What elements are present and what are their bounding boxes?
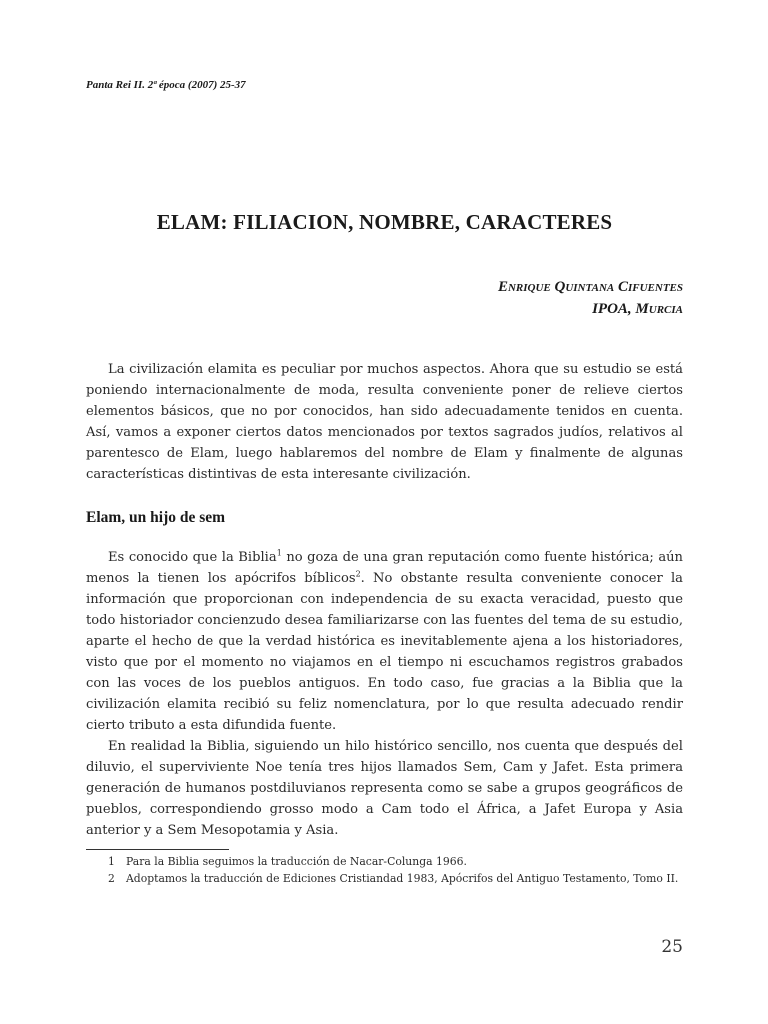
paragraph-text: . No obstante resulta conveniente conocer la información que proporcionan con independencia de su exacta veracidad, puesto que todo historiador concienzudo desea familiarizarse con las fuentes del tema de su estudio, aparte el hecho de que la verdad histórica es inevitablemente ajena a los historiadores, visto que por el momento no viajamos en el tiempo ni escuchamos registros grabados con las voces de los pueblos antiguos. En todo caso, fue gracias a la Biblia que la civilización elamita recibió su feliz nomenclatura, por lo que resulta adecuado rendir cierto tributo a esta difundida fuente. — [86, 571, 683, 733]
running-head: Panta Rei II. 2ª época (2007) 25-37 — [86, 79, 246, 91]
author-name: Enrique Quintana Cifuentes — [497, 279, 683, 295]
article-title: ELAM: FILIACION, NOMBRE, CARACTERES — [156, 210, 613, 234]
intro-section — [86, 359, 683, 485]
paragraph-text: no goza de una gran reputación como fuente histórica; aún menos la tienen los apócrifos bíblicos — [86, 550, 683, 586]
footnote-divider — [86, 849, 229, 850]
footnote-text: Para la Biblia seguimos la traducción de Nacar-Colunga 1966. — [126, 855, 467, 868]
footnote-text: Adoptamos la traducción de Ediciones Cristiandad 1983, Apócrifos del Antiguo Testamento, Tomo II. — [126, 872, 679, 885]
journal-page — [86, 0, 683, 1024]
footnote-ref-2[interactable]: 2 — [355, 569, 361, 579]
intro-paragraph: La civilización elamita es peculiar por muchos aspectos. Ahora que su estudio se está poniendo internacionalmente de moda, resulta conveniente poner de relieve ciertos elementos básicos, que no por conocidos, han sido adecuadamente tenidos en cuenta. Así, vamos a exponer ciertos datos mencionados por textos sagrados judíos, relativos al parentesco de Elam, luego hablaremos del nombre de Elam y finalmente de algunas características distintivas de esta interesante civilización. — [86, 362, 683, 482]
section-heading: Elam, un hijo de sem — [86, 509, 226, 526]
footnote-number: 2 — [108, 872, 115, 885]
footnote-number: 1 — [108, 855, 115, 868]
author-affiliation: IPOA, Murcia — [592, 301, 683, 317]
page-number: 25 — [661, 937, 683, 957]
section-body — [86, 547, 683, 841]
author-block — [498, 276, 683, 320]
footnote-1 — [86, 853, 683, 870]
footnote-2 — [86, 870, 683, 887]
paragraph-text: Es conocido que la Biblia — [108, 550, 277, 565]
footnotes — [86, 853, 683, 887]
body-paragraph-2: En realidad la Biblia, siguiendo un hilo histórico sencillo, nos cuenta que después del diluvio, el superviviente Noe tenía tres hijos llamados Sem, Cam y Jafet. Esta primera generación de humanos postdiluvianos representa como se sabe a grupos geográficos de pueblos, correspondiendo grosso modo a Cam todo el África, a Jafet Europa y Asia anterior y a Sem Mesopotamia y Asia. — [86, 739, 683, 838]
body-paragraph-1 — [86, 547, 683, 736]
footnote-ref-1[interactable]: 1 — [276, 548, 282, 558]
